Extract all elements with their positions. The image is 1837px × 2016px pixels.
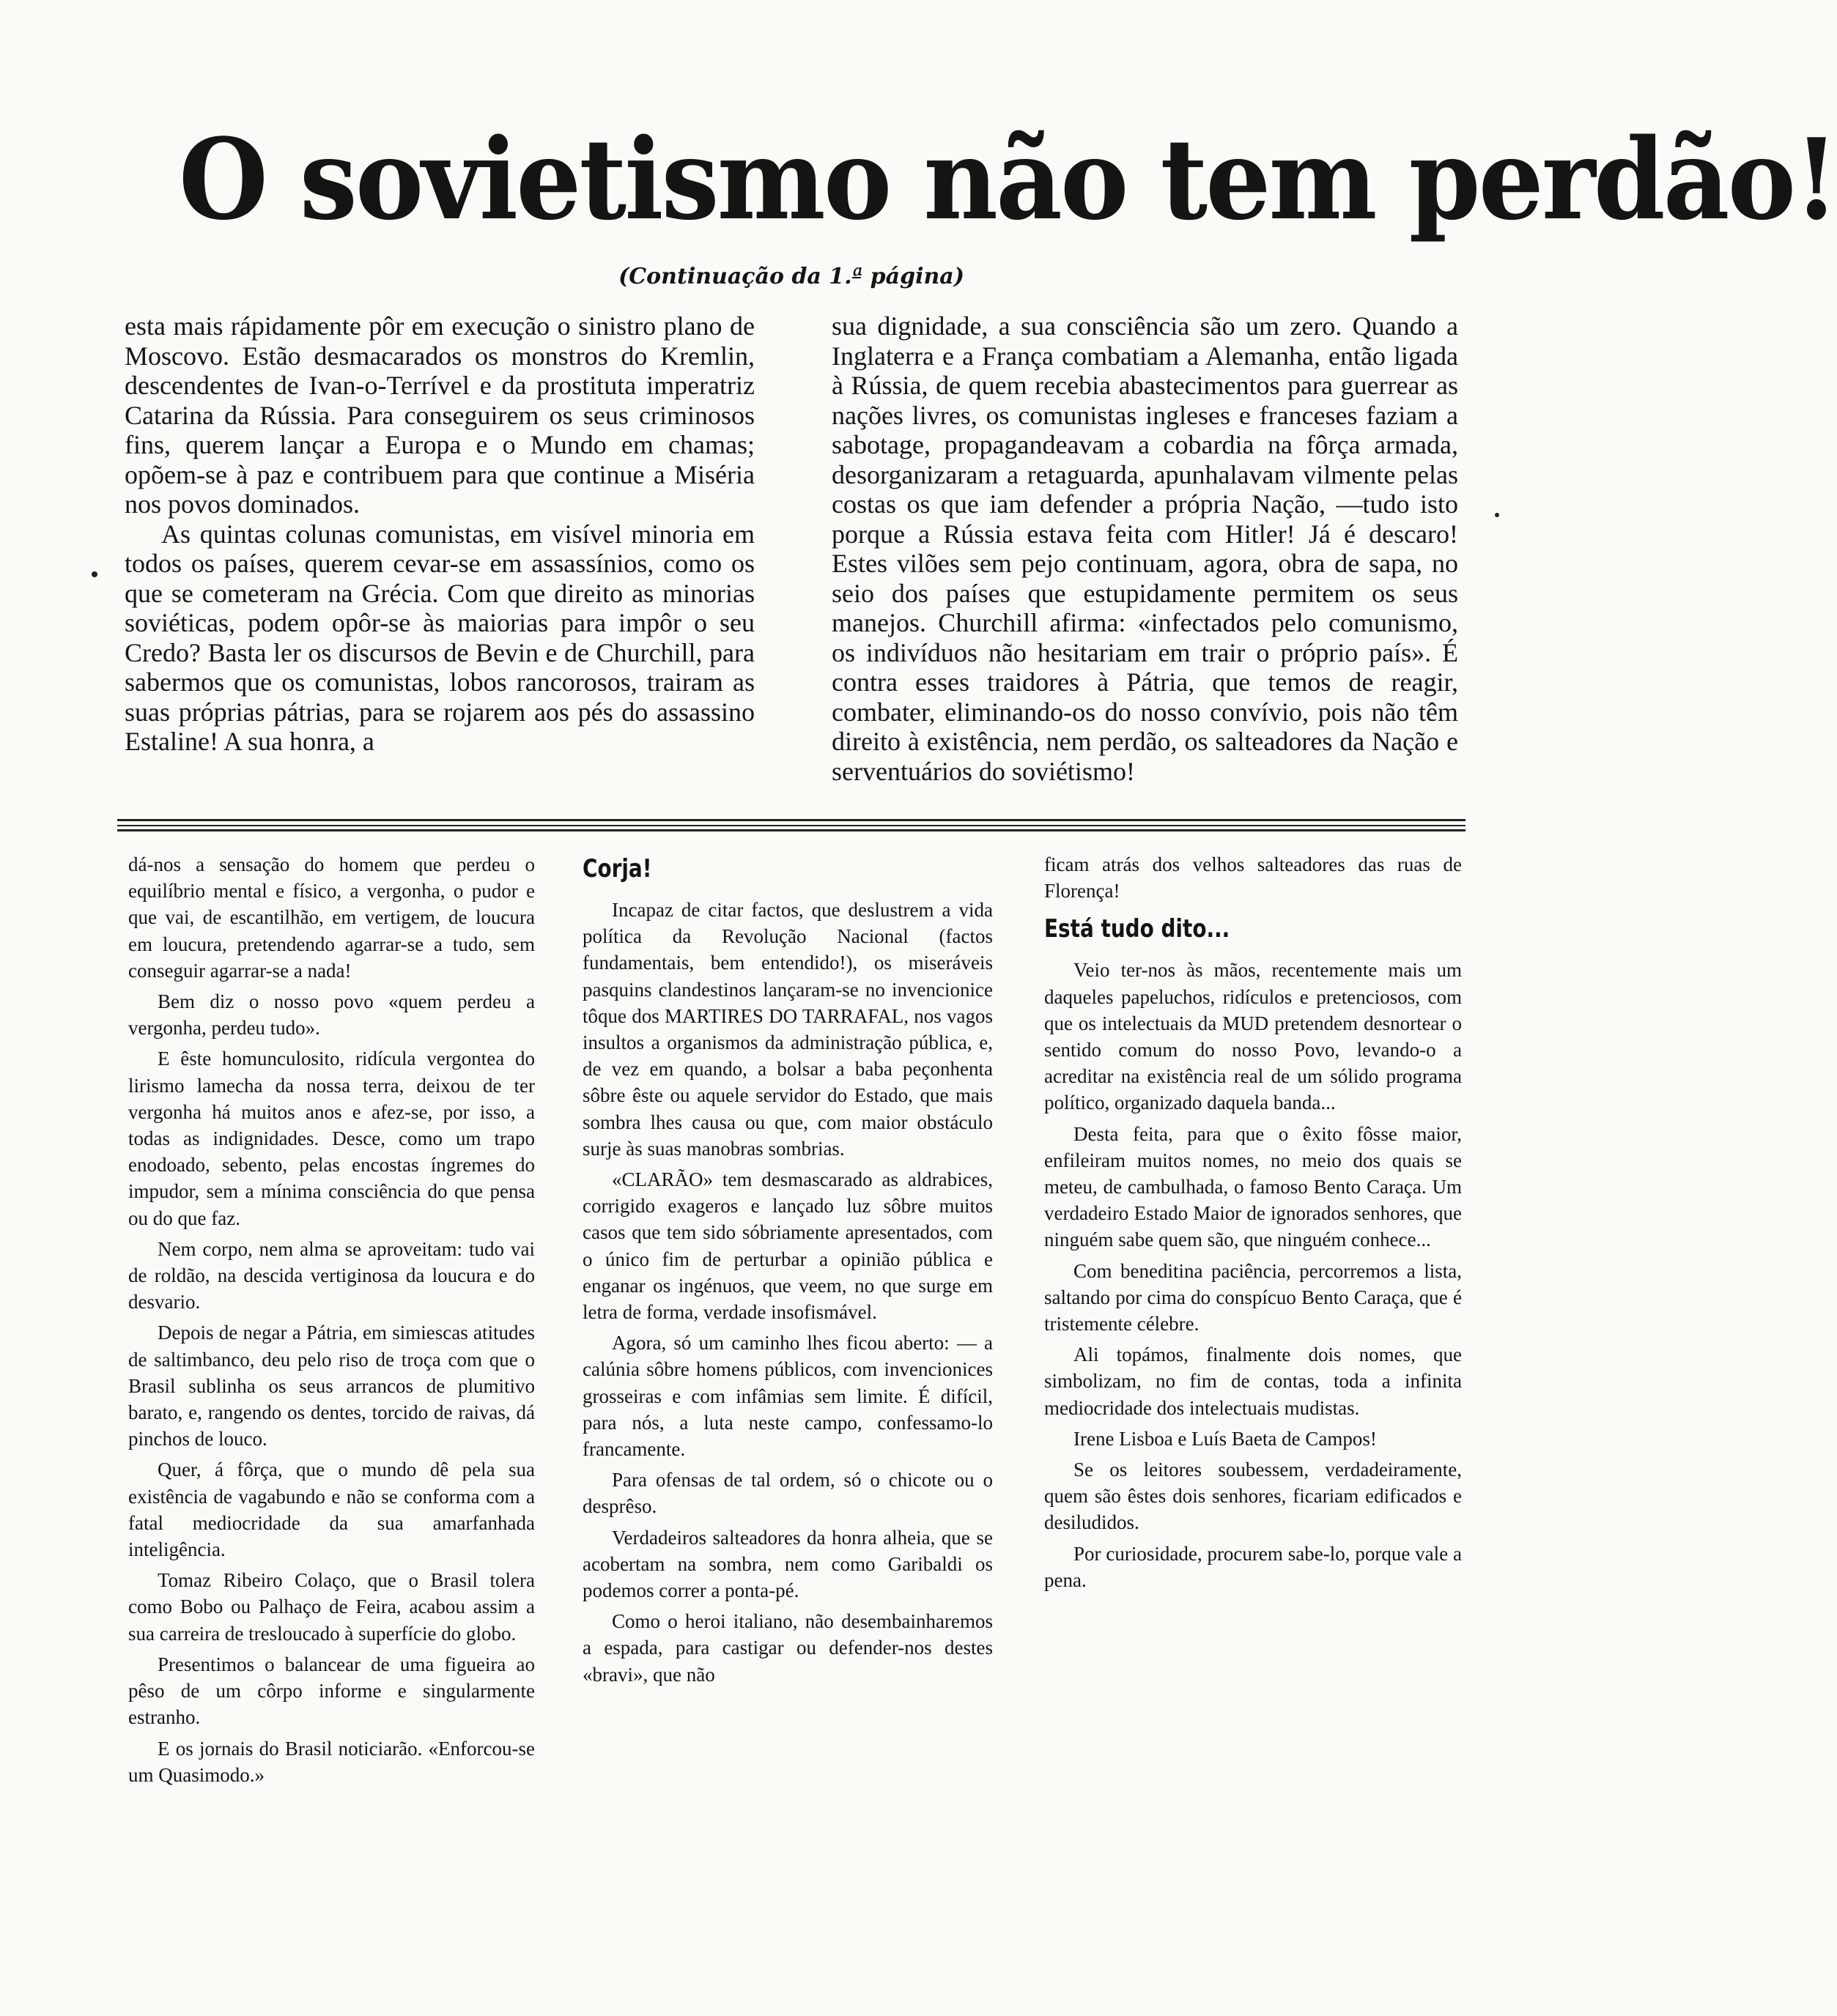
column-3 [1044, 851, 1462, 1987]
column-1-paragraph: dá-nos a sensação do homem que perdeu o equilíbrio mental e físico, a vergonha, o pudor e que vai, de escantilhão, em vertigem, de loucura em loucura, pretendendo agarrar-se a tudo, sem conseguir agarrar-se a nada! [128, 853, 535, 982]
top-left-paragraph: As quintas colunas comunistas, em visível minoria em todos os países, querem cevar-se em assassínios, como os que se cometeram na Grécia. Com que direito as minorias soviéticas, podem opôr-se às maiorias para impôr o seu Credo? Basta ler os discursos de Bevin e de Churchill, para sabermos que os comunistas, lobos rancorosos, trairam as suas próprias pátrias, para se rojarem aos pés do assassino Estaline! A sua honra, a [125, 519, 755, 756]
continuation-note: (Continuação da 1.ª página) [618, 264, 964, 289]
top-left-paragraph: esta mais rápidamente pôr em execução o sinistro plano de Moscovo. Estão desmacarados os monstros do Kremlin, descendentes de Ivan-o-Terrível e da prostituta imperatriz Catarina da Rússia. Para conseguirem os seus criminosos fins, querem lançar a Europa e o Mundo em chamas; opõem-se à paz e contribuem para que continue a Miséria nos povos dominados. [125, 311, 755, 519]
column-1 [128, 851, 535, 1987]
column-3-paragraph: Veio ter-nos às mãos, recentemente mais um daqueles papeluchos, ridículos e pretenciosos, com que os intelectuais da MUD pretendem desnortear o sentido comum do nosso Povo, levando-o a acreditar na existência real de um sólido programa político, organizado daquela banda... [1044, 959, 1462, 1114]
column-1-paragraph: E êste homunculosito, ridícula vergontea do lirismo lamecha da nossa terra, deixou de ter vergonha há muitos anos e afez-se, por isso, a todas as indignidades. Desce, como um trapo enodoado, sebento, pelas encostas íngremes do impudor, sem a mínima consciência do que pensa ou do que faz. [128, 1048, 535, 1229]
top-article-right-column [832, 311, 1458, 798]
column-1-paragraph: Bem diz o nosso povo «quem perdeu a vergonha, perdeu tudo». [128, 990, 535, 1040]
corja-heading: Corja! [583, 854, 652, 883]
column-3-paragraph: Irene Lisboa e Luís Baeta de Campos! [1073, 1427, 1377, 1450]
column-3-lead-paragraph: ficam atrás dos velhos salteadores das ruas de Florença! [1044, 853, 1462, 903]
column-3-paragraph: Ali topámos, finalmente dois nomes, que simbolizam, no fim de contas, toda a infinita mediocridade dos intelectuais mudistas. [1044, 1344, 1462, 1419]
column-3-paragraph: Com beneditina paciência, percorremos a lista, saltando por cima do conspícuo Bento Caraça, que é tristemente célebre. [1044, 1259, 1462, 1335]
column-2-paragraph: Incapaz de citar factos, que deslustrem a vida política da Revolução Nacional (factos fundamentais, bem entendido!), os miseráveis pasquins clandestinos lançaram-se no invencionice tôque dos MARTIRES DO TARRAFAL, nos vagos insultos a organismos da administração pública, e, de vez em quando, a bolsar a baba peçonhenta sôbre êste ou aquele servidor do Estado, que mais sombra lhes causa ou que, com maior obstáculo surje às suas manobras sombrias. [583, 899, 993, 1160]
top-right-paragraph: sua dignidade, a sua consciência são um zero. Quando a Inglaterra e a França combatiam a Alemanha, então ligada à Rússia, de quem recebia abastecimentos para guerrear as nações livres, os comunistas ingleses e franceses faziam a sabotage, propagandeavam a cobardia na fôrça armada, desorganizaram a retaguarda, apunhalavam vilmente pelas costas os que iam defender a própria Nação, —tudo isto porque a Rússia estava feita com Hitler! Já é descaro! Estes vilões sem pejo continuam, agora, obra de sapa, no seio dos países que estupidamente permitem os seus manejos. Churchill afirma: «infectados pelo comunismo, os indivíduos não hesitariam em trair o próprio país». É contra esses traidores à Pátria, que temos de reagir, combater, eliminando-os do nosso convívio, pois não têm direito à existência, nem perdão, os salteadores da Nação e serventuários do soviétismo! [832, 311, 1458, 786]
column-1-paragraph: Depois de negar a Pátria, em simiescas atitudes de saltimbanco, deu pelo riso de troça com que o Brasil sublinha os seus arrancos de plumitivo barato, e, rangendo os dentes, torcido de raivas, dá pinchos de louco. [128, 1322, 535, 1450]
column-2 [583, 851, 993, 1987]
headline: O sovietismo não tem perdão! [179, 114, 1837, 245]
section-divider [117, 819, 1465, 821]
column-3-paragraph: Por curiosidade, procurem sabe-lo, porque vale a pena. [1044, 1542, 1462, 1591]
print-speck [1495, 513, 1499, 517]
column-2-paragraph: Para ofensas de tal ordem, só o chicote ou o desprêso. [583, 1469, 993, 1518]
column-2-paragraph: Verdadeiros salteadores da honra alheia, que se acobertam na sombra, nem como Garibaldi os podemos correr a ponta-pé. [583, 1526, 993, 1602]
column-1-paragraph: Nem corpo, nem alma se aproveitam: tudo vai de roldão, na descida vertiginosa da loucura e do desvario. [128, 1237, 535, 1313]
column-2-paragraph: Agora, só um caminho lhes ficou aberto: — a calúnia sôbre homens públicos, com invencionices grosseiras e com infâmias sem limite. É difícil, para nós, a luta neste campo, confessamo-lo francamente. [583, 1332, 993, 1461]
column-1-paragraph: Tomaz Ribeiro Colaço, que o Brasil tolera como Bobo ou Palhaço de Feira, acabou assim a sua carreira de tresloucado à superfície do globo. [128, 1569, 535, 1645]
column-1-paragraph: Presentimos o balancear de uma figueira ao pêso de um côrpo informe e singularmente estranho. [128, 1653, 535, 1729]
top-article-left-column [125, 311, 755, 798]
column-1-paragraph: E os jornais do Brasil noticiarão. «Enforcou-se um Quasimodo.» [128, 1737, 535, 1786]
column-3-paragraph: Desta feita, para que o êxito fôsse maior, enfileiram muitos nomes, no meio dos quais se meteu, de cambulhada, o famoso Bento Caraça. Um verdadeiro Estado Maior de ignorados senhores, que ninguém sabe quem são, que ninguém conhece... [1044, 1122, 1462, 1251]
section-divider [117, 825, 1465, 826]
column-2-paragraph: Como o heroi italiano, não desembainharemos a espada, para castigar ou defender-nos destes «bravi», que não [583, 1610, 993, 1686]
column-2-paragraph: «CLARÃO» tem desmascarado as aldrabices, corrigido exageros e lançado luz sôbre muitos casos que tem sido sóbriamente apresentados, com o único fim de perturbar a opinião pública e enganar os ingénuos, que veem, no que surge em letra de forma, verdade insofismável. [583, 1168, 993, 1324]
print-speck [92, 571, 97, 577]
column-3-paragraph: Se os leitores soubessem, verdadeiramente, quem são êstes dois senhores, ficariam edificados e desiludidos. [1044, 1459, 1462, 1534]
column-1-paragraph: Quer, á fôrça, que o mundo dê pela sua existência de vagabundo e não se conforma com a fatal mediocridade da sua amarfanhada inteligência. [128, 1459, 535, 1561]
section-divider [117, 829, 1465, 831]
esta-tudo-dito-heading: Está tudo dito... [1044, 914, 1230, 944]
